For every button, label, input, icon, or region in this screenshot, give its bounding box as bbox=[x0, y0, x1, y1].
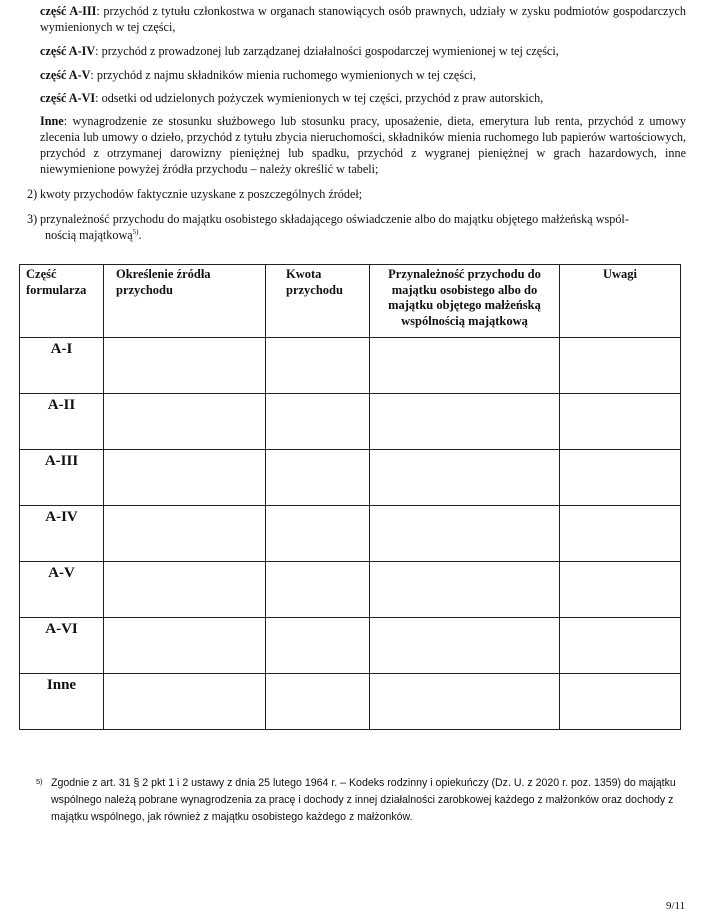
header-remarks: Uwagi bbox=[560, 265, 681, 338]
source-cell[interactable] bbox=[104, 338, 266, 394]
ownership-cell[interactable] bbox=[370, 618, 560, 674]
ownership-cell[interactable] bbox=[370, 674, 560, 730]
part-inne-text: : wynagrodzenie ze stosunku służbowego lub stosunku pracy, uposażenie, dieta, emerytura lub renta, przychód z umowy zlecenia lub umowy o dzieło, przychód z tytułu zbycia nieruchomości, składników mienia ruchomego lub papierów wartościowych, przychód z otrzymanej darowizny pieniężnej lub spadku, przychód z wygranej pieniężnej w grach hazardowych, inne niewymienione powyżej źródła przychodu – należy określić w tabeli; bbox=[40, 114, 686, 176]
row-part-label: A-V bbox=[20, 562, 104, 618]
table-row bbox=[20, 338, 681, 394]
part-a3-text: : przychód z tytułu członkostwa w organach stanowiących osób prawnych, udziały w zysku podmiotów gospodarczych wymienionych w tej części, bbox=[40, 4, 687, 34]
page-number: 9/11 bbox=[666, 900, 686, 912]
ownership-cell[interactable] bbox=[370, 394, 560, 450]
table-header-row bbox=[20, 265, 681, 338]
list-item-2-number: 2) bbox=[27, 187, 38, 201]
remarks-cell[interactable] bbox=[560, 562, 681, 618]
part-a5-text: : przychód z najmu składników mienia ruchomego wymienionych w tej części, bbox=[90, 68, 476, 82]
part-a3-label: część A-III bbox=[40, 4, 97, 18]
paragraph-part-a3 bbox=[40, 3, 686, 35]
table-row bbox=[20, 618, 681, 674]
row-part-label: A-III bbox=[20, 450, 104, 506]
table-row bbox=[20, 450, 681, 506]
header-source: Określenie źródła przychodu bbox=[104, 265, 266, 338]
list-item-3 bbox=[27, 211, 687, 243]
footnote-text: Zgodnie z art. 31 § 2 pkt 1 i 2 ustawy z dnia 25 lutego 1964 r. – Kodeks rodzinny i opiekuńczy (Dz. U. z 2020 r. poz. 1359) do majątku wspólnego należą pobrane wynagrodzenia za pracę i dochody z innej działalności zarobkowej każdego z małżonków oraz dochody z majątku wspólnego, jak również z majątku osobistego każdego z małżonków. bbox=[51, 777, 676, 823]
footnote-ref-5: 5) bbox=[132, 227, 139, 236]
ownership-cell[interactable] bbox=[370, 338, 560, 394]
header-part: Część formularza bbox=[20, 265, 104, 338]
paragraph-part-a6 bbox=[40, 90, 686, 106]
table-row bbox=[20, 394, 681, 450]
paragraph-part-a5 bbox=[40, 67, 686, 83]
part-a4-label: część A-IV bbox=[40, 44, 96, 58]
source-cell[interactable] bbox=[104, 450, 266, 506]
amount-cell[interactable] bbox=[266, 506, 370, 562]
source-cell[interactable] bbox=[104, 562, 266, 618]
part-a6-text: : odsetki od udzielonych pożyczek wymienionych w tej części, przychód z praw autorskich, bbox=[95, 91, 544, 105]
ownership-cell[interactable] bbox=[370, 506, 560, 562]
table-row bbox=[20, 674, 681, 730]
row-part-label: Inne bbox=[20, 674, 104, 730]
remarks-cell[interactable] bbox=[560, 450, 681, 506]
amount-cell[interactable] bbox=[266, 338, 370, 394]
remarks-cell[interactable] bbox=[560, 506, 681, 562]
income-sources-table bbox=[19, 264, 681, 730]
header-ownership: Przynależność przychodu do majątku osobistego albo do majątku objętego małżeńską wspólnością majątkową bbox=[370, 265, 560, 338]
amount-cell[interactable] bbox=[266, 394, 370, 450]
footnote-5 bbox=[36, 775, 690, 826]
row-part-label: A-IV bbox=[20, 506, 104, 562]
list-item-3-text bbox=[40, 211, 687, 243]
paragraph-part-inne bbox=[40, 113, 686, 177]
amount-cell[interactable] bbox=[266, 674, 370, 730]
row-part-label: A-II bbox=[20, 394, 104, 450]
list-item-3-line2: nością majątkową bbox=[45, 228, 133, 242]
source-cell[interactable] bbox=[104, 394, 266, 450]
table-row bbox=[20, 562, 681, 618]
remarks-cell[interactable] bbox=[560, 394, 681, 450]
amount-cell[interactable] bbox=[266, 562, 370, 618]
list-item-3-line1: przynależność przychodu do majątku osobistego składającego oświadczenie albo do majątku objętego małżeńską wspól- bbox=[40, 212, 629, 226]
list-item-2 bbox=[27, 186, 687, 202]
part-a6-label: część A-VI bbox=[40, 91, 96, 105]
paragraph-part-a4 bbox=[40, 43, 686, 59]
list-item-3-number: 3) bbox=[27, 212, 38, 226]
footnote-mark: 5) bbox=[36, 777, 43, 786]
source-cell[interactable] bbox=[104, 618, 266, 674]
source-cell[interactable] bbox=[104, 506, 266, 562]
header-amount: Kwota przychodu bbox=[266, 265, 370, 338]
part-a5-label: część A-V bbox=[40, 68, 91, 82]
list-item-2-text: kwoty przychodów faktycznie uzyskane z poszczególnych źródeł; bbox=[40, 187, 363, 201]
ownership-cell[interactable] bbox=[370, 450, 560, 506]
source-cell[interactable] bbox=[104, 674, 266, 730]
remarks-cell[interactable] bbox=[560, 674, 681, 730]
table-row bbox=[20, 506, 681, 562]
amount-cell[interactable] bbox=[266, 450, 370, 506]
list-item-3-end: . bbox=[138, 228, 142, 242]
ownership-cell[interactable] bbox=[370, 562, 560, 618]
remarks-cell[interactable] bbox=[560, 338, 681, 394]
row-part-label: A-I bbox=[20, 338, 104, 394]
remarks-cell[interactable] bbox=[560, 618, 681, 674]
amount-cell[interactable] bbox=[266, 618, 370, 674]
part-a4-text: : przychód z prowadzonej lub zarządzanej działalności gospodarczej wymienionej w tej części, bbox=[95, 44, 559, 58]
part-inne-label: Inne bbox=[40, 114, 64, 128]
row-part-label: A-VI bbox=[20, 618, 104, 674]
